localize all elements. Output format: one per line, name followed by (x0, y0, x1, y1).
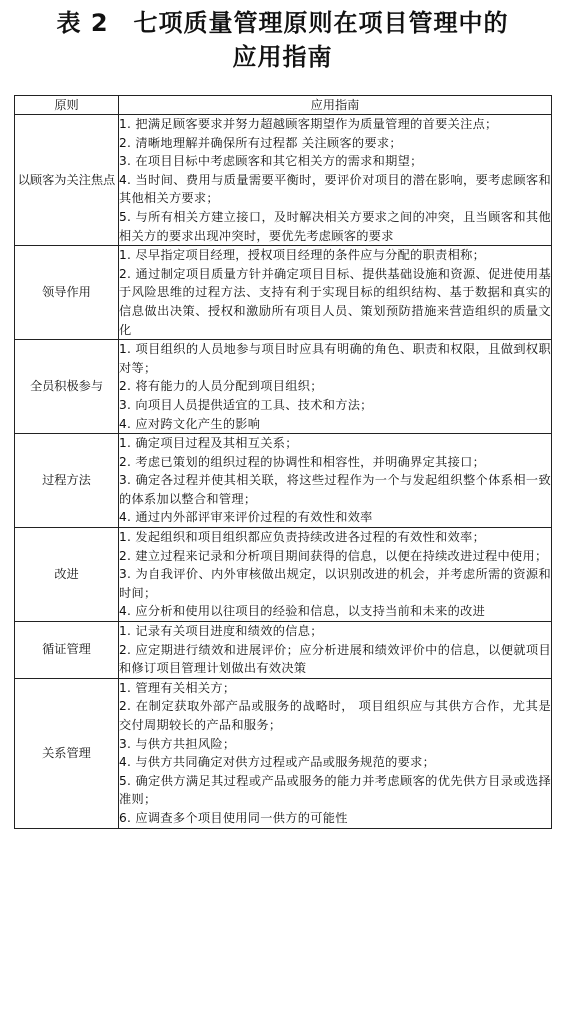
guide-item: 1. 记录有关项目进度和绩效的信息； (119, 624, 323, 639)
guide-item: 3. 与供方共担风险； (119, 736, 236, 751)
guide-item: 4. 应分析和使用以往项目的经验和信息，以支持当前和未来的改进 (119, 604, 486, 619)
table-row (15, 340, 552, 434)
header-guide: 应用指南 (119, 96, 552, 115)
principle-cell: 改进 (15, 528, 119, 622)
principle-cell: 过程方法 (15, 434, 119, 528)
guide-item: 4. 当时间、费用与质量需要平衡时，要评价对项目的潜在影响，要考虑顾客和其他相关方要求； (119, 172, 551, 206)
guide-item: 1. 管理有关相关方； (119, 680, 236, 695)
guide-item: 2. 清晰地理解并确保所有过程都 关注顾客的要求； (119, 135, 402, 150)
guide-cell (119, 115, 552, 246)
guide-item: 4. 与供方共同确定对供方过程或产品或服务规范的要求； (119, 755, 436, 770)
guide-item: 3. 向项目人员提供适宜的工具、技术和方法； (119, 397, 373, 412)
header-principle: 原则 (15, 96, 119, 115)
guide-item: 2. 将有能力的人员分配到项目组织； (119, 379, 323, 394)
table-body (15, 115, 552, 829)
guide-item: 2. 通过制定项目质量方针并确定项目目标、提供基础设施和资源、促进使用基于风险思维的过程方法、支持有利于实现目标的组织结构、基于数据和真实的信息做出决策、授权和激励所有项目人员、策划预防措施来营造组织的质量文化 (119, 266, 551, 337)
principle-cell: 循证管理 (15, 622, 119, 679)
principle-cell: 领导作用 (15, 246, 119, 340)
guide-item: 5. 确定供方满足其过程或产品或服务的能力并考虑顾客的优先供方目录或选择准则； (119, 773, 551, 807)
guide-cell (119, 622, 552, 679)
table-title-line-2: 应用指南 (232, 43, 333, 71)
guide-table (14, 95, 552, 829)
guide-item: 5. 与所有相关方建立接口，及时解决相关方要求之间的冲突，且当顾客和其他相关方的要求出现冲突时，要优先考虑顾客的要求 (119, 209, 551, 243)
principle-cell: 关系管理 (15, 678, 119, 828)
guide-item: 1. 发起组织和项目组织都应负责持续改进各过程的有效性和效率； (119, 530, 486, 545)
guide-item: 1. 把满足顾客要求并努力超越顾客期望作为质量管理的首要关注点； (119, 117, 498, 131)
guide-cell (119, 434, 552, 528)
guide-item: 3. 确定各过程并使其相关联，将这些过程作为一个与发起组织整个体系相一致的体系加以整合和管理； (119, 473, 551, 506)
guide-item: 1. 确定项目过程及其相互关系； (119, 436, 298, 451)
guide-item: 3. 在项目目标中考虑顾客和其它相关方的需求和期望； (119, 154, 423, 169)
table-row (15, 622, 552, 679)
guide-item: 1. 项目组织的人员地参与项目时应具有明确的角色、职责和权限，且做到权职对等； (119, 342, 551, 375)
guide-item: 2. 在制定获取外部产品或服务的战略时， 项目组织应与其供方合作，尤其是交付周期较长的产品和服务； (119, 699, 551, 732)
guide-item: 6. 应调查多个项目使用同一供方的可能性 (119, 810, 348, 825)
guide-item: 4. 应对跨文化产生的影响 (119, 416, 261, 431)
guide-cell (119, 246, 552, 340)
guide-cell (119, 528, 552, 622)
principle-cell: 全员积极参与 (15, 340, 119, 434)
guide-item: 2. 考虑已策划的组织过程的协调性和相容性，并明确界定其接口； (119, 454, 486, 469)
table-row (15, 115, 552, 246)
table-title-line-1: 表 2 七项质量管理原则在项目管理中的 (56, 9, 509, 37)
table-row (15, 246, 552, 340)
table-row (15, 678, 552, 828)
guide-cell (119, 678, 552, 828)
table-row (15, 528, 552, 622)
header-row (15, 96, 552, 115)
guide-item: 2. 建立过程来记录和分析项目期间获得的信息，以便在持续改进过程中使用； (119, 548, 548, 563)
table-row (15, 434, 552, 528)
principle-cell: 以顾客为关注焦点 (15, 115, 119, 246)
guide-item: 1. 尽早指定项目经理，授权项目经理的条件应与分配的职责相称； (119, 248, 486, 263)
guide-item: 2. 应定期进行绩效和进展评价；应分析进展和绩效评价中的信息，以便就项目和修订项目管理计划做出有效决策 (119, 642, 551, 676)
guide-item: 4. 通过内外部评审来评价过程的有效性和效率 (119, 510, 373, 525)
guide-cell (119, 340, 552, 434)
guide-item: 3. 为自我评价、内外审核做出规定，以识别改进的机会，并考虑所需的资源和时间； (119, 567, 551, 600)
